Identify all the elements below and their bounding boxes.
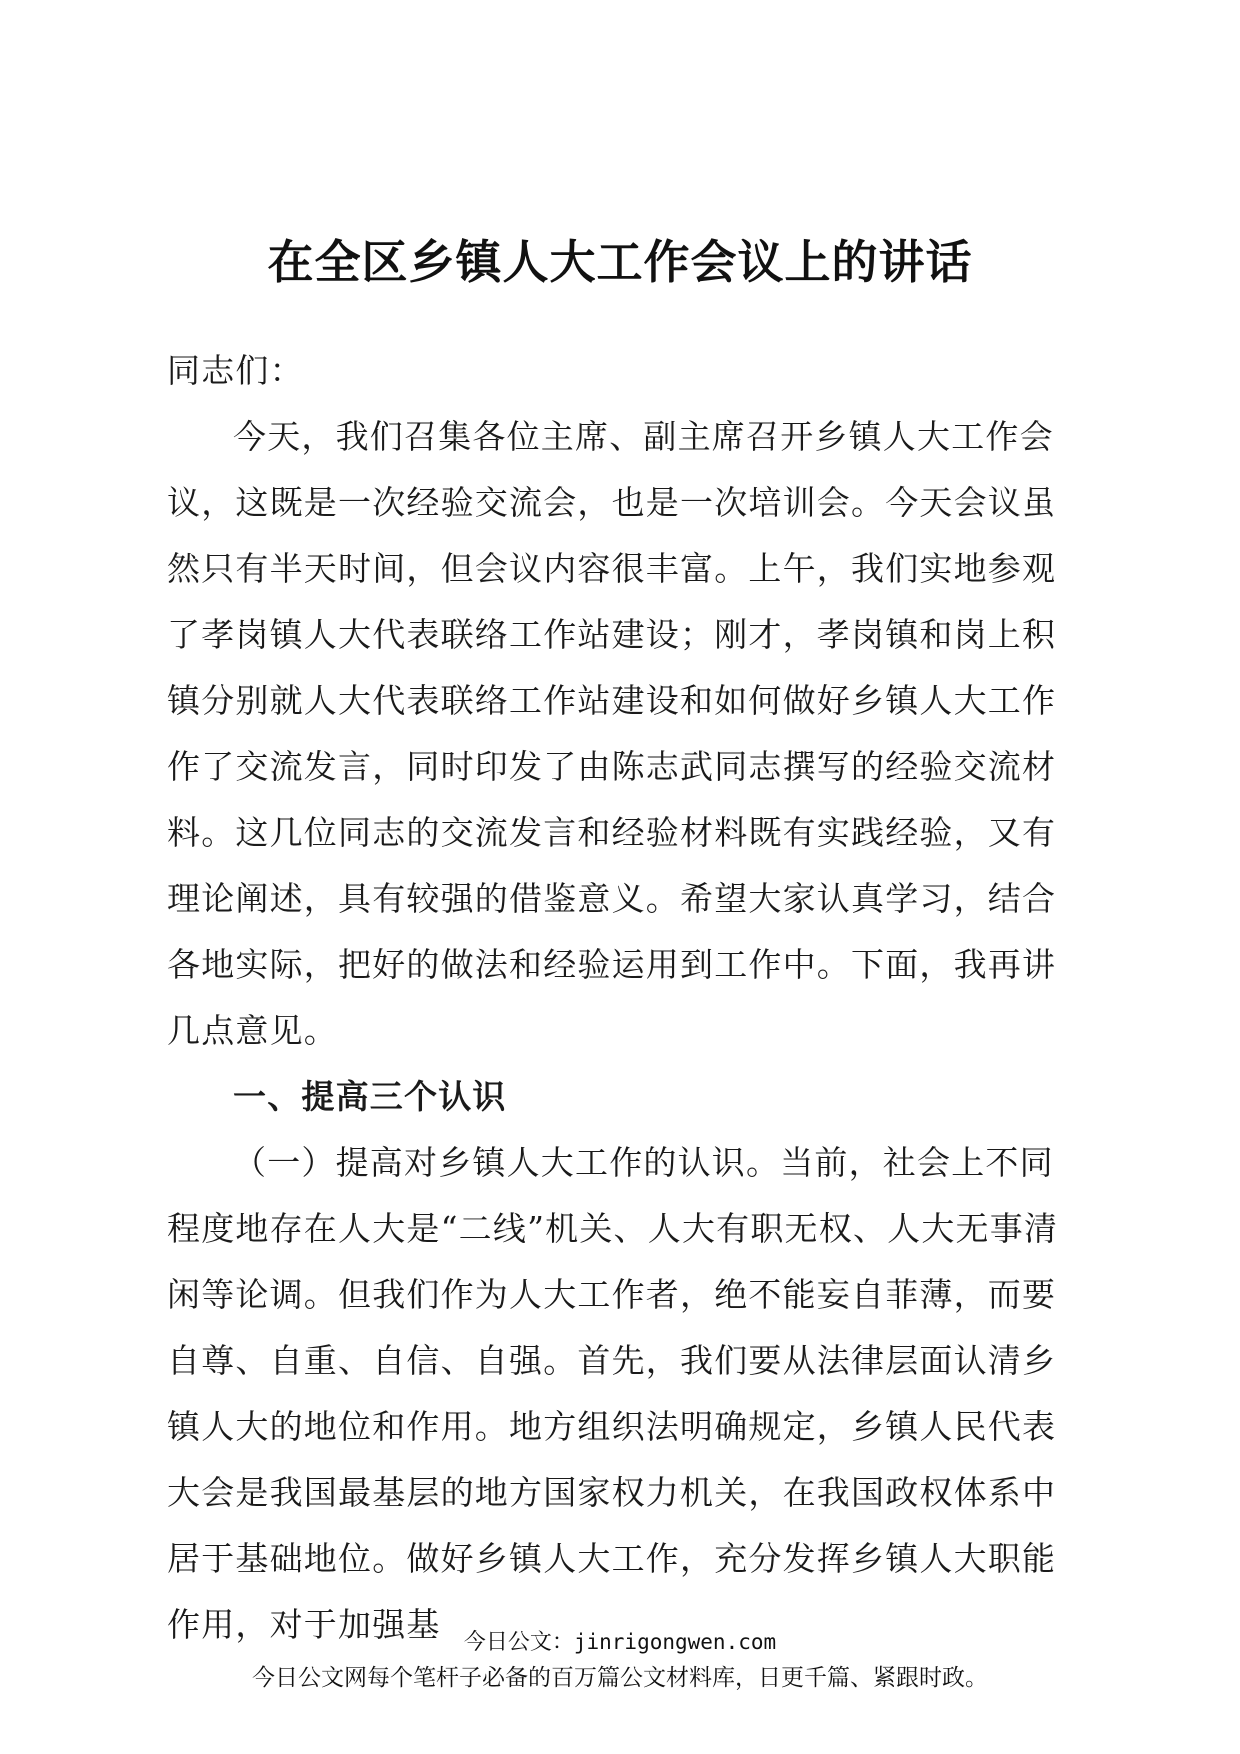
document-body [167, 338, 1067, 1658]
footer-site-line [0, 1625, 1240, 1660]
salutation: 同志们： [167, 351, 304, 390]
paragraph-section-1: （一）提高对乡镇人大工作的认识。当前，社会上不同程度地存在人大是“二线”机关、人大有职无权、人大无事清闲等论调。但我们作为人大工作者，绝不能妄自菲薄，而要自尊、自重、自信、自强。首先，我们要从法律层面认清乡镇人大的地位和作用。地方组织法明确规定，乡镇人民代表大会是我国最基层的地方国家权力机关，在我国政权体系中居于基础地位。做好乡镇人大工作，充分发挥乡镇人大职能作用，对于加强基 [167, 1143, 1059, 1644]
footer-tagline: 今日公文网每个笔杆子必备的百万篇公文材料库，日更千篇、紧跟时政。 [252, 1665, 988, 1691]
section-heading: 一、提高三个认识 [233, 1077, 507, 1116]
page-footer [0, 1625, 1240, 1696]
footer-site-url[interactable]: jinrigongwen.com [573, 1630, 777, 1654]
paragraph-intro: 今天，我们召集各位主席、副主席召开乡镇人大工作会议，这既是一次经验交流会，也是一次培训会。今天会议虽然只有半天时间，但会议内容很丰富。上午，我们实地参观了孝岗镇人大代表联络工作站建设；刚才，孝岗镇和岗上积镇分别就人大代表联络工作站建设和如何做好乡镇人大工作作了交流发言，同时印发了由陈志武同志撰写的经验交流材料。这几位同志的交流发言和经验材料既有实践经验，又有理论阐述，具有较强的借鉴意义。希望大家认真学习，结合各地实际，把好的做法和经验运用到工作中。下面，我再讲几点意见。 [167, 417, 1057, 1050]
footer-site-label: 今日公文： [463, 1630, 574, 1655]
document-title: 在全区乡镇人大工作会议上的讲话 [267, 235, 973, 289]
